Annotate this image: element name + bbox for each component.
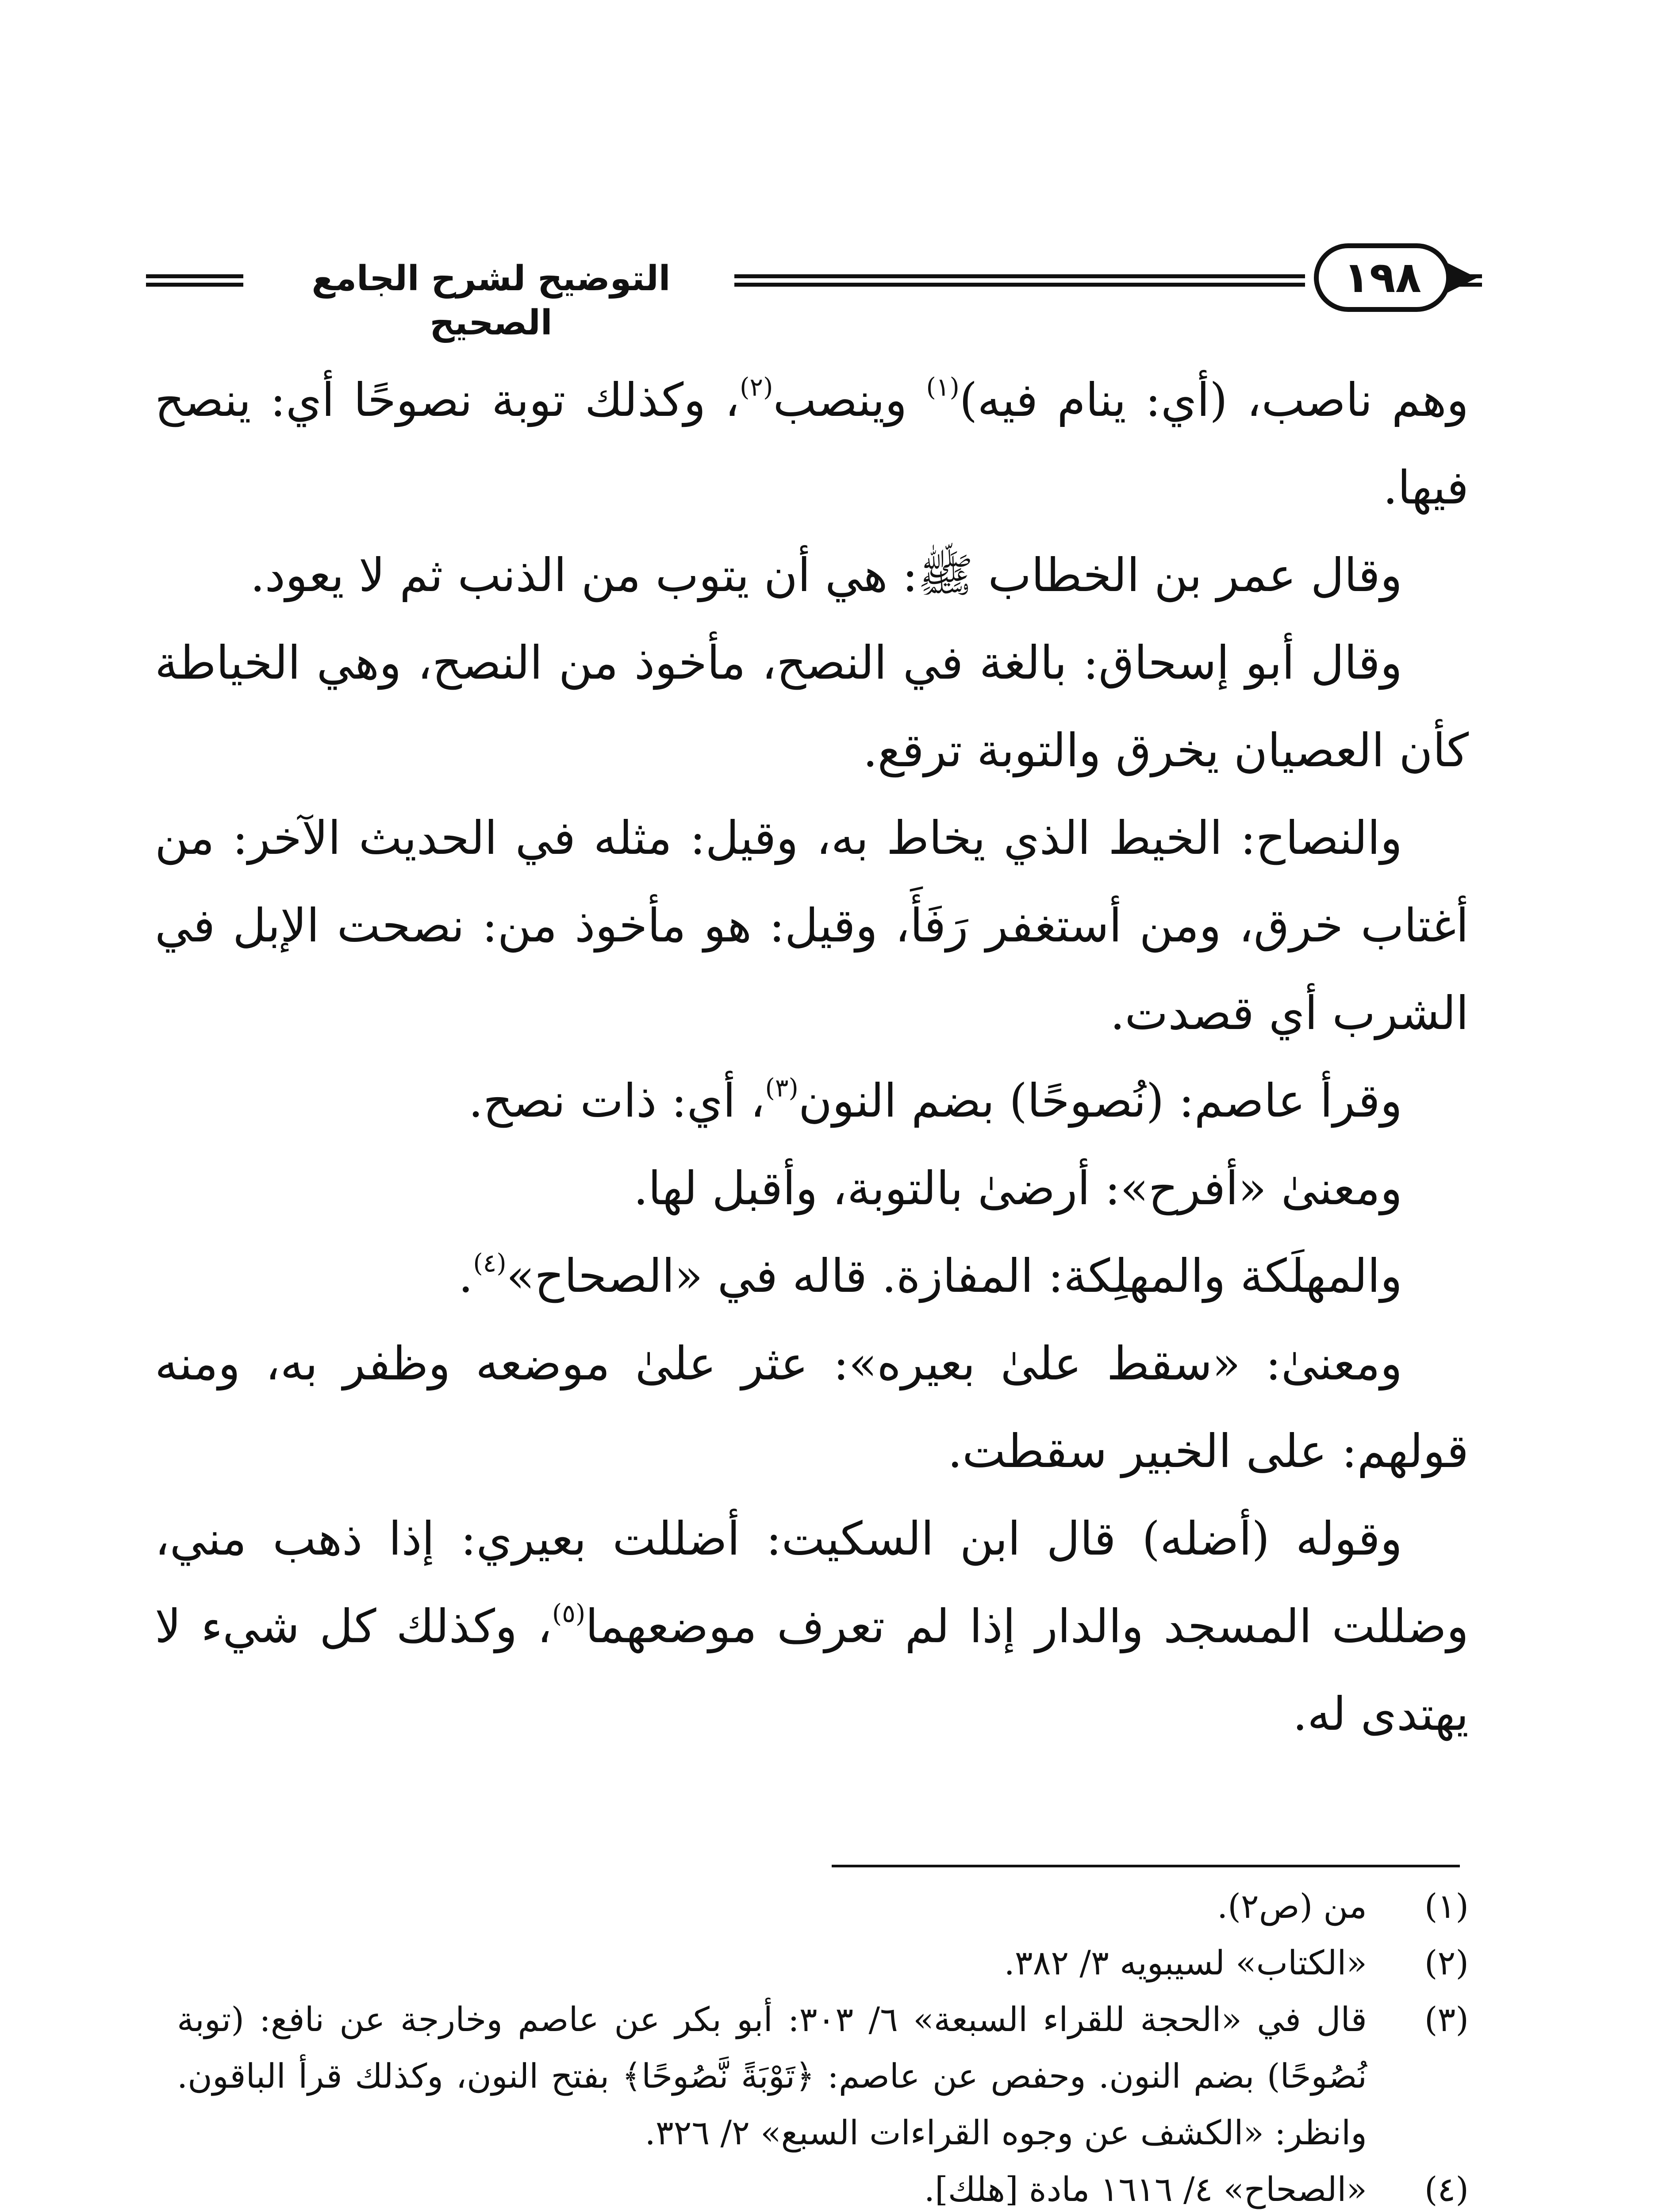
footnote-text: من (ص٢).: [1217, 1886, 1367, 1926]
footnote: [177, 1878, 1469, 1935]
footnote-ref: (٢): [740, 373, 773, 402]
paragraph-text: والنصاح: الخيط الذي يخاط به، وقيل: مثله في الحديث الآخر: من أغتاب خرق، ومن أستغفر رَفَأَ، وقيل: هو مأخوذ من: نصحت الإبل في الشرب أي قصدت.: [155, 811, 1469, 1040]
body-paragraph: [155, 619, 1469, 794]
paragraph-text: وهم ناصب، (أي: ينام فيه): [959, 373, 1469, 427]
paragraph-text: وقوله (أضله) قال ابن السكيت: أضللت بعيري: إذا ذهب مني، وضللت المسجد والدار إذا لم تعرف موضعهما: [155, 1512, 1469, 1653]
body-paragraph: [155, 531, 1469, 619]
paragraph-text: والمهلَكة والمهلِكة: المفازة. قاله في «الصحاح»: [506, 1249, 1402, 1303]
footnote: [177, 1991, 1469, 2161]
paragraph-text: .: [458, 1249, 473, 1303]
footnotes: [177, 1878, 1469, 2212]
paragraph-text: ومعنىٰ «أفرح»: أرضىٰ بالتوبة، وأقبل لها.: [633, 1161, 1402, 1215]
footnote-text: قال في «الحجة للقراء السبعة» ٦/ ٣٠٣: أبو بكر عن عاصم وخارجة عن نافع: (توبة نُصُوحًا) بضم النون. وحفص عن عاصم: ﴿تَوْبَةً نَّصُوحًا﴾ بفتح النون، وكذلك قرأ الباقون. وانظر: «الكشف عن وجوه القراءات السبع» ٢/ ٣٢٦.: [177, 2000, 1367, 2152]
footnote-number: (٢): [1424, 1943, 1469, 1982]
footnote-number: (٣): [1424, 2000, 1469, 2039]
body-paragraph: [155, 1495, 1469, 1758]
footnote-ref: (٤): [473, 1248, 507, 1278]
footnote: [177, 2161, 1469, 2212]
paragraph-text: ، وكذلك كل شيء لا يهتدى له.: [155, 1599, 1469, 1741]
header-rule-middle: [734, 274, 1305, 287]
footnote-ref: (٥): [552, 1599, 586, 1628]
header-rule-right: [1455, 274, 1482, 287]
paragraph-text: وقال عمر بن الخطاب ﷺ: هي أن يتوب من الذنب ثم لا يعود.: [250, 548, 1402, 602]
footnote-number: (١): [1424, 1886, 1469, 1926]
paragraph-text: وقال أبو إسحاق: بالغة في النصح، مأخوذ من النصح، وهي الخياطة كأن العصيان يخرق والتوبة ترقع.: [155, 636, 1469, 777]
page-number: ١٩٨: [1344, 253, 1421, 302]
footnote-ref: (٣): [765, 1073, 799, 1103]
paragraph-text: وينصب: [773, 373, 926, 427]
footnote-text: «الكتاب» لسيبويه ٣/ ٣٨٢.: [1004, 1943, 1367, 1982]
body-paragraph: [155, 356, 1469, 531]
page-number-badge: [1314, 243, 1451, 312]
body-text: [155, 356, 1469, 1758]
header-title: التوضيح لشرح الجامع الصحيح: [311, 259, 671, 343]
body-paragraph: [155, 1320, 1469, 1495]
paragraph-text: ومعنىٰ: «سقط علىٰ بعيره»: عثر علىٰ موضعه وظفر به، ومنه قولهم: على الخبير سقطت.: [155, 1336, 1469, 1478]
footnote: [177, 1935, 1469, 1991]
footnote-number: (٤): [1424, 2170, 1469, 2209]
body-paragraph: [155, 1232, 1469, 1320]
body-paragraph: [155, 1144, 1469, 1232]
paragraph-text: ، أي: ذات نصح.: [468, 1074, 765, 1128]
footnote-separator: [832, 1865, 1460, 1867]
running-header: [146, 239, 1473, 343]
paragraph-text: وقرأ عاصم: (نُصوحًا) بضم النون: [798, 1074, 1402, 1128]
paragraph-text: ، وكذلك توبة نصوحًا أي: ينصح فيها.: [155, 373, 1469, 515]
header-rule-left: [146, 274, 243, 287]
body-paragraph: [155, 794, 1469, 1057]
footnote-ref: (١): [926, 373, 960, 402]
body-paragraph: [155, 1057, 1469, 1144]
footnote-text: «الصحاح» ٤/ ١٦١٦ مادة [هلك].: [924, 2170, 1367, 2209]
